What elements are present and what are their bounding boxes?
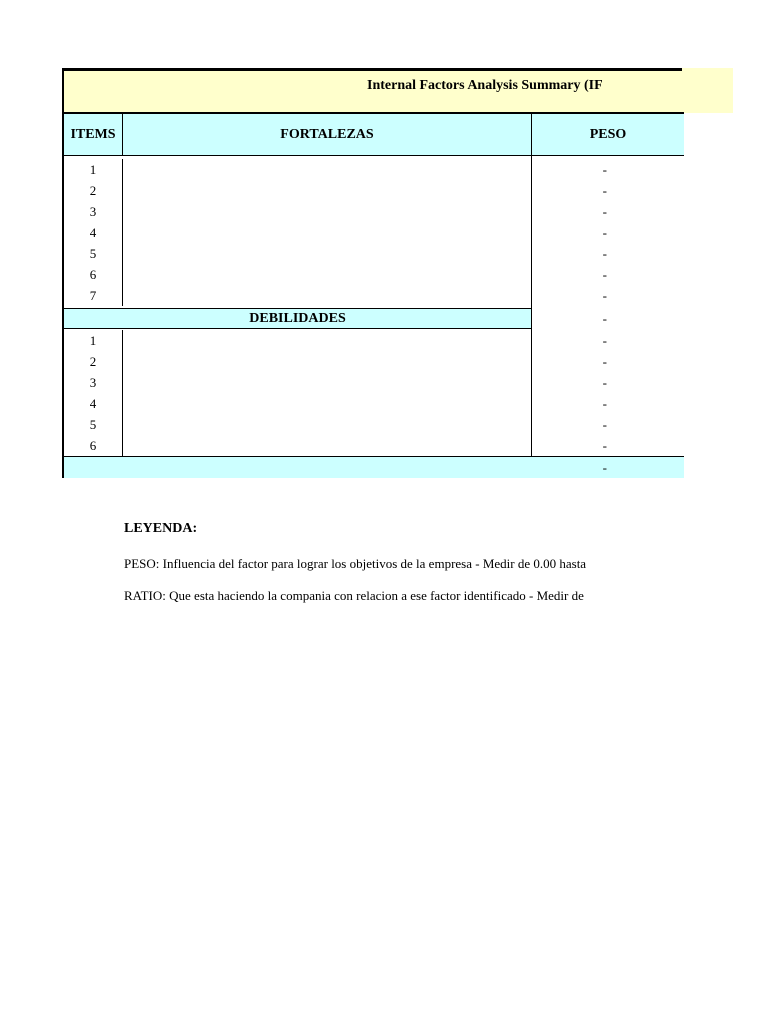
total-row[interactable] bbox=[64, 456, 684, 478]
debilidad-item-4[interactable]: 4 bbox=[64, 393, 123, 414]
fortaleza-peso-3[interactable]: - bbox=[602, 204, 607, 219]
fortaleza-peso-4[interactable]: - bbox=[602, 225, 607, 240]
debilidades-header[interactable]: DEBILIDADES bbox=[64, 308, 532, 329]
fortaleza-item-5[interactable]: 5 bbox=[64, 243, 123, 264]
fortaleza-peso-7[interactable]: - bbox=[602, 288, 607, 303]
fortalezas-description-cells[interactable] bbox=[123, 156, 532, 308]
debilidad-peso-4[interactable]: - bbox=[602, 396, 607, 411]
fortaleza-item-2[interactable]: 2 bbox=[64, 180, 123, 201]
header-peso[interactable]: PESO bbox=[532, 114, 684, 156]
debilidad-peso-5[interactable]: - bbox=[602, 417, 607, 432]
debilidad-item-1[interactable]: 1 bbox=[64, 330, 123, 351]
debilidad-peso-1[interactable]: - bbox=[602, 333, 607, 348]
debilidad-item-2[interactable]: 2 bbox=[64, 351, 123, 372]
legend-title: LEYENDA: bbox=[124, 521, 198, 536]
ifas-table bbox=[62, 68, 682, 478]
debilidades-description-cells[interactable] bbox=[123, 329, 532, 456]
fortaleza-item-7[interactable]: 7 bbox=[64, 285, 123, 306]
header-items[interactable]: ITEMS bbox=[64, 114, 123, 156]
legend-ratio: RATIO: Que esta haciendo la compania con relacion a ese factor identificado - Medir de bbox=[124, 588, 584, 603]
debilidades-peso[interactable]: - bbox=[602, 311, 607, 326]
total-peso[interactable]: - bbox=[602, 460, 607, 475]
title-row bbox=[64, 71, 684, 114]
fortaleza-item-4[interactable]: 4 bbox=[64, 222, 123, 243]
fortaleza-item-3[interactable]: 3 bbox=[64, 201, 123, 222]
debilidad-item-3[interactable]: 3 bbox=[64, 372, 123, 393]
debilidad-peso-6[interactable]: - bbox=[602, 438, 607, 453]
debilidad-peso-2[interactable]: - bbox=[602, 354, 607, 369]
fortaleza-item-6[interactable]: 6 bbox=[64, 264, 123, 285]
fortaleza-peso-2[interactable]: - bbox=[602, 183, 607, 198]
fortaleza-peso-6[interactable]: - bbox=[602, 267, 607, 282]
debilidad-item-6[interactable]: 6 bbox=[64, 435, 123, 456]
table-title: Internal Factors Analysis Summary (IF bbox=[367, 78, 603, 93]
fortaleza-peso-5[interactable]: - bbox=[602, 246, 607, 261]
header-fortalezas[interactable]: FORTALEZAS bbox=[123, 114, 532, 156]
debilidad-item-5[interactable]: 5 bbox=[64, 414, 123, 435]
debilidad-peso-3[interactable]: - bbox=[602, 375, 607, 390]
fortaleza-item-1[interactable]: 1 bbox=[64, 159, 123, 180]
fortaleza-peso-1[interactable]: - bbox=[602, 162, 607, 177]
legend-peso: PESO: Influencia del factor para lograr los objetivos de la empresa - Medir de 0.00 hasta bbox=[124, 556, 587, 571]
